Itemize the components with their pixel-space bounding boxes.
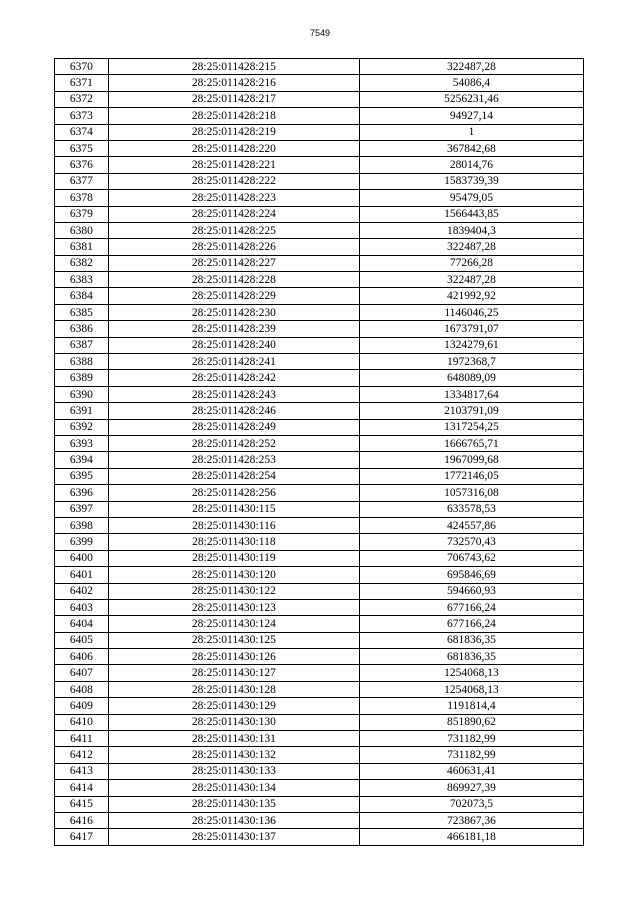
row-number-cell: 6374: [55, 124, 109, 140]
cadastral-number-cell: 28:25:011428:226: [108, 239, 359, 255]
table-row: [55, 698, 584, 714]
table-row: [55, 419, 584, 435]
row-number-cell: 6383: [55, 272, 109, 288]
row-number-cell: 6381: [55, 239, 109, 255]
table-row: [55, 75, 584, 91]
table-row: [55, 747, 584, 763]
cadastral-number-cell: 28:25:011430:132: [108, 747, 359, 763]
table-row: [55, 91, 584, 107]
cadastral-number-cell: 28:25:011428:227: [108, 255, 359, 271]
value-cell: 54086,4: [359, 75, 583, 91]
value-cell: 1254068,13: [359, 681, 583, 697]
value-cell: 1583739,39: [359, 173, 583, 189]
row-number-cell: 6379: [55, 206, 109, 222]
table-row: [55, 517, 584, 533]
value-cell: 2103791,09: [359, 403, 583, 419]
table-row: [55, 239, 584, 255]
row-number-cell: 6373: [55, 108, 109, 124]
value-cell: 424557,86: [359, 517, 583, 533]
cadastral-number-cell: 28:25:011430:131: [108, 731, 359, 747]
cadastral-number-cell: 28:25:011428:219: [108, 124, 359, 140]
value-cell: 1839404,3: [359, 222, 583, 238]
cadastral-number-cell: 28:25:011428:220: [108, 140, 359, 156]
table-row: [55, 190, 584, 206]
row-number-cell: 6409: [55, 698, 109, 714]
table-row: [55, 796, 584, 812]
value-cell: 633578,53: [359, 501, 583, 517]
value-cell: 1772146,05: [359, 468, 583, 484]
cadastral-number-cell: 28:25:011430:118: [108, 534, 359, 550]
row-number-cell: 6399: [55, 534, 109, 550]
row-number-cell: 6378: [55, 190, 109, 206]
cadastral-number-cell: 28:25:011428:246: [108, 403, 359, 419]
cadastral-number-cell: 28:25:011428:223: [108, 190, 359, 206]
value-cell: 723867,36: [359, 812, 583, 828]
cadastral-number-cell: 28:25:011430:134: [108, 780, 359, 796]
value-cell: 681836,35: [359, 632, 583, 648]
table-row: [55, 321, 584, 337]
cadastral-number-cell: 28:25:011428:225: [108, 222, 359, 238]
table-row: [55, 829, 584, 845]
table-row: [55, 288, 584, 304]
table-row: [55, 485, 584, 501]
cadastral-number-cell: 28:25:011428:249: [108, 419, 359, 435]
value-cell: 731182,99: [359, 747, 583, 763]
cadastral-number-cell: 28:25:011430:124: [108, 616, 359, 632]
row-number-cell: 6376: [55, 157, 109, 173]
row-number-cell: 6406: [55, 649, 109, 665]
cadastral-number-cell: 28:25:011430:129: [108, 698, 359, 714]
value-cell: 1673791,07: [359, 321, 583, 337]
table-row: [55, 354, 584, 370]
cadastral-number-cell: 28:25:011428:252: [108, 435, 359, 451]
value-cell: 869927,39: [359, 780, 583, 796]
table-row: [55, 272, 584, 288]
value-cell: 677166,24: [359, 616, 583, 632]
table-row: [55, 780, 584, 796]
row-number-cell: 6396: [55, 485, 109, 501]
value-cell: 1566443,85: [359, 206, 583, 222]
row-number-cell: 6403: [55, 599, 109, 615]
row-number-cell: 6372: [55, 91, 109, 107]
row-number-cell: 6407: [55, 665, 109, 681]
cadastral-number-cell: 28:25:011428:218: [108, 108, 359, 124]
row-number-cell: 6400: [55, 550, 109, 566]
row-number-cell: 6388: [55, 354, 109, 370]
row-number-cell: 6384: [55, 288, 109, 304]
table-row: [55, 435, 584, 451]
table-row: [55, 681, 584, 697]
value-cell: 851890,62: [359, 714, 583, 730]
table-row: [55, 501, 584, 517]
cadastral-number-cell: 28:25:011428:215: [108, 59, 359, 75]
cadastral-number-cell: 28:25:011430:137: [108, 829, 359, 845]
row-number-cell: 6377: [55, 173, 109, 189]
table-row: [55, 616, 584, 632]
cadastral-number-cell: 28:25:011430:127: [108, 665, 359, 681]
value-cell: 695846,69: [359, 567, 583, 583]
value-cell: 322487,28: [359, 239, 583, 255]
table-row: [55, 304, 584, 320]
cadastral-number-cell: 28:25:011428:240: [108, 337, 359, 353]
value-cell: 95479,05: [359, 190, 583, 206]
table-row: [55, 665, 584, 681]
cadastral-number-cell: 28:25:011428:216: [108, 75, 359, 91]
cadastral-number-cell: 28:25:011430:130: [108, 714, 359, 730]
value-cell: 466181,18: [359, 829, 583, 845]
value-cell: 421992,92: [359, 288, 583, 304]
value-cell: 1967099,68: [359, 452, 583, 468]
value-cell: 322487,28: [359, 59, 583, 75]
row-number-cell: 6411: [55, 731, 109, 747]
value-cell: 1317254,25: [359, 419, 583, 435]
cadastral-number-cell: 28:25:011430:115: [108, 501, 359, 517]
table-row: [55, 59, 584, 75]
table-row: [55, 731, 584, 747]
cadastral-table: [54, 58, 584, 846]
table-row: [55, 763, 584, 779]
value-cell: 5256231,46: [359, 91, 583, 107]
row-number-cell: 6382: [55, 255, 109, 271]
cadastral-number-cell: 28:25:011428:242: [108, 370, 359, 386]
table-body: [55, 59, 584, 846]
row-number-cell: 6392: [55, 419, 109, 435]
value-cell: 1972368,7: [359, 354, 583, 370]
table-row: [55, 550, 584, 566]
table-row: [55, 632, 584, 648]
cadastral-number-cell: 28:25:011428:229: [108, 288, 359, 304]
cadastral-number-cell: 28:25:011430:128: [108, 681, 359, 697]
value-cell: 322487,28: [359, 272, 583, 288]
value-cell: 1057316,08: [359, 485, 583, 501]
row-number-cell: 6408: [55, 681, 109, 697]
table-row: [55, 567, 584, 583]
row-number-cell: 6395: [55, 468, 109, 484]
cadastral-number-cell: 28:25:011428:222: [108, 173, 359, 189]
table-row: [55, 157, 584, 173]
value-cell: 1146046,25: [359, 304, 583, 320]
table-row: [55, 108, 584, 124]
row-number-cell: 6385: [55, 304, 109, 320]
value-cell: 648089,09: [359, 370, 583, 386]
row-number-cell: 6370: [55, 59, 109, 75]
table-row: [55, 649, 584, 665]
table-row: [55, 599, 584, 615]
table-row: [55, 812, 584, 828]
cadastral-number-cell: 28:25:011428:243: [108, 386, 359, 402]
table-row: [55, 468, 584, 484]
value-cell: 1: [359, 124, 583, 140]
value-cell: 28014,76: [359, 157, 583, 173]
cadastral-number-cell: 28:25:011430:123: [108, 599, 359, 615]
cadastral-number-cell: 28:25:011430:125: [108, 632, 359, 648]
row-number-cell: 6401: [55, 567, 109, 583]
cadastral-number-cell: 28:25:011430:126: [108, 649, 359, 665]
value-cell: 677166,24: [359, 599, 583, 615]
table-row: [55, 222, 584, 238]
row-number-cell: 6410: [55, 714, 109, 730]
cadastral-number-cell: 28:25:011430:119: [108, 550, 359, 566]
table-row: [55, 255, 584, 271]
cadastral-number-cell: 28:25:011430:136: [108, 812, 359, 828]
cadastral-number-cell: 28:25:011428:224: [108, 206, 359, 222]
table-row: [55, 173, 584, 189]
row-number-cell: 6404: [55, 616, 109, 632]
value-cell: 1666765,71: [359, 435, 583, 451]
table-row: [55, 206, 584, 222]
row-number-cell: 6393: [55, 435, 109, 451]
value-cell: 702073,5: [359, 796, 583, 812]
value-cell: 460631,41: [359, 763, 583, 779]
row-number-cell: 6413: [55, 763, 109, 779]
value-cell: 1191814,4: [359, 698, 583, 714]
row-number-cell: 6398: [55, 517, 109, 533]
value-cell: 681836,35: [359, 649, 583, 665]
row-number-cell: 6386: [55, 321, 109, 337]
row-number-cell: 6387: [55, 337, 109, 353]
row-number-cell: 6397: [55, 501, 109, 517]
row-number-cell: 6389: [55, 370, 109, 386]
table-row: [55, 403, 584, 419]
table-row: [55, 337, 584, 353]
table-row: [55, 714, 584, 730]
table-row: [55, 534, 584, 550]
row-number-cell: 6371: [55, 75, 109, 91]
table-row: [55, 386, 584, 402]
row-number-cell: 6417: [55, 829, 109, 845]
value-cell: 732570,43: [359, 534, 583, 550]
cadastral-number-cell: 28:25:011430:120: [108, 567, 359, 583]
row-number-cell: 6380: [55, 222, 109, 238]
cadastral-number-cell: 28:25:011428:221: [108, 157, 359, 173]
row-number-cell: 6375: [55, 140, 109, 156]
value-cell: 77266,28: [359, 255, 583, 271]
row-number-cell: 6391: [55, 403, 109, 419]
value-cell: 1334817,64: [359, 386, 583, 402]
value-cell: 706743,62: [359, 550, 583, 566]
row-number-cell: 6414: [55, 780, 109, 796]
cadastral-number-cell: 28:25:011428:253: [108, 452, 359, 468]
cadastral-number-cell: 28:25:011428:256: [108, 485, 359, 501]
value-cell: 1254068,13: [359, 665, 583, 681]
cadastral-number-cell: 28:25:011430:135: [108, 796, 359, 812]
cadastral-number-cell: 28:25:011428:241: [108, 354, 359, 370]
table-row: [55, 370, 584, 386]
cadastral-number-cell: 28:25:011430:116: [108, 517, 359, 533]
cadastral-number-cell: 28:25:011428:217: [108, 91, 359, 107]
cadastral-number-cell: 28:25:011428:228: [108, 272, 359, 288]
page-number: 7549: [309, 28, 331, 38]
value-cell: 1324279,61: [359, 337, 583, 353]
row-number-cell: 6390: [55, 386, 109, 402]
table-row: [55, 124, 584, 140]
cadastral-number-cell: 28:25:011428:254: [108, 468, 359, 484]
table-row: [55, 583, 584, 599]
row-number-cell: 6405: [55, 632, 109, 648]
cadastral-number-cell: 28:25:011428:239: [108, 321, 359, 337]
value-cell: 731182,99: [359, 731, 583, 747]
value-cell: 367842,68: [359, 140, 583, 156]
cadastral-number-cell: 28:25:011430:133: [108, 763, 359, 779]
value-cell: 594660,93: [359, 583, 583, 599]
table-row: [55, 140, 584, 156]
row-number-cell: 6412: [55, 747, 109, 763]
table-row: [55, 452, 584, 468]
cadastral-number-cell: 28:25:011428:230: [108, 304, 359, 320]
row-number-cell: 6402: [55, 583, 109, 599]
value-cell: 94927,14: [359, 108, 583, 124]
row-number-cell: 6394: [55, 452, 109, 468]
row-number-cell: 6416: [55, 812, 109, 828]
row-number-cell: 6415: [55, 796, 109, 812]
cadastral-number-cell: 28:25:011430:122: [108, 583, 359, 599]
